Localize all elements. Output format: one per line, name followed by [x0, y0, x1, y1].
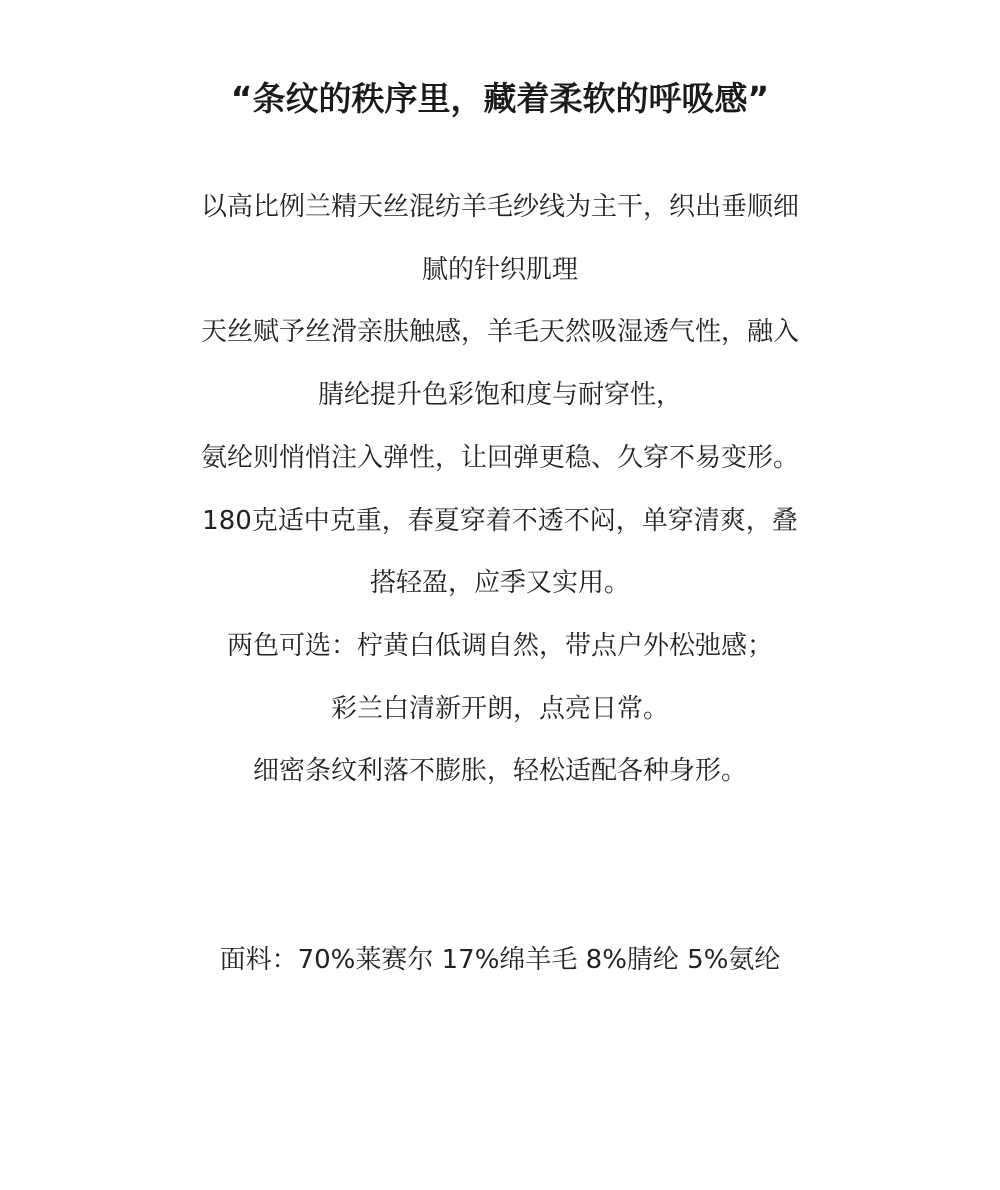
description-block — [150, 176, 850, 803]
description-line: 氨纶则悄悄注入弹性，让回弹更稳、久穿不易变形。 — [200, 442, 799, 473]
description-line: 细密条纹利落不膨胀，轻松适配各种身形。 — [252, 756, 747, 787]
description-line: 天丝赋予丝滑亲肤触感，羊毛天然吸湿透气性，融入 — [200, 317, 799, 348]
headline: “条纹的秩序里，藏着柔软的呼吸感” — [230, 79, 770, 118]
description-line: 180克适中克重，春夏穿着不透不闷，单穿清爽，叠 — [202, 505, 798, 536]
description-line: 彩兰白清新开朗，点亮日常。 — [330, 693, 669, 724]
description-line: 腈纶提升色彩饱和度与耐穿性， — [317, 380, 682, 411]
description-line: 腻的针织肌理 — [421, 254, 578, 285]
description-line: 以高比例兰精天丝混纺羊毛纱线为主干，织出垂顺细 — [200, 192, 799, 222]
fabric-composition: 面料：70%莱赛尔 17%绵羊毛 8%腈纶 5%氨纶 — [219, 945, 781, 975]
description-line: 两色可选：柠黄白低调自然，带点户外松弛感； — [226, 630, 773, 661]
description-line: 搭轻盈，应季又实用。 — [369, 568, 630, 599]
